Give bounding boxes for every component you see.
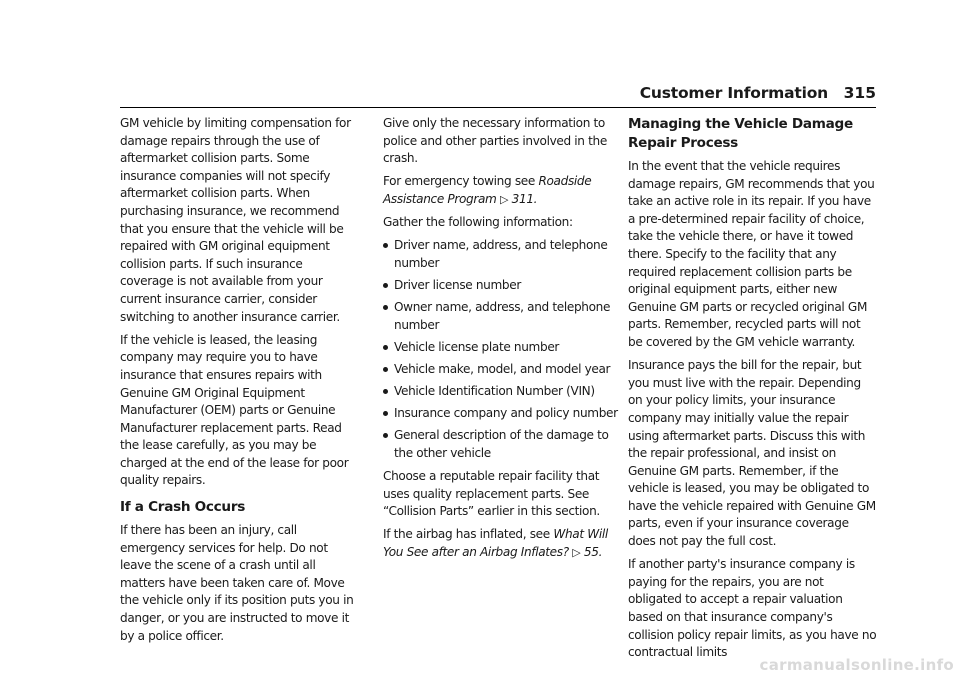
roadside-assistance-link[interactable]: Roadside Assistance Program	[383, 174, 592, 206]
list-item	[383, 361, 619, 379]
text: For emergency towing see	[383, 174, 539, 189]
section-heading-repair-process: Managing the Vehicle Damage Repair Process	[628, 116, 853, 151]
bullet-icon	[383, 433, 388, 438]
bullet-icon	[383, 283, 388, 288]
list-item-text: Driver name, address, and telephone number	[394, 238, 608, 270]
page-header	[0, 84, 960, 104]
bullet-icon	[383, 367, 388, 372]
bullet-icon	[383, 345, 388, 350]
column-3	[628, 115, 878, 667]
list-item-text: Driver license number	[394, 278, 521, 293]
paragraph: If another party's insurance company is paying for the repairs, you are not obligated to accept a repair valuation based on that insurance company's collision policy repair limits, as you have no contractual limits	[628, 557, 877, 660]
paragraph: GM vehicle by limiting compensation for damage repairs through the use of aftermarket collision parts. Some insurance companies will not specify aftermarket collision parts. When purchasing insurance, we recommend that you ensure that the vehicle will be repaired with GM original equipment collision parts. If such insurance coverage is not available from your current insurance carrier, consider switching to another insurance carrier.	[120, 116, 351, 324]
watermark: carmanualsonline.info	[759, 656, 954, 674]
paragraph-airbag	[383, 526, 619, 561]
paragraph: In the event that the vehicle requires damage repairs, GM recommends that you take an active role in its repair. If you have a pre-determined repair facility of choice, take the vehicle there, or have it towed there. Specify to the facility that any required replacement collision parts be original equipment parts, either new Genuine GM parts or recycled original GM parts. Remember, recycled parts will not be covered by the GM vehicle warranty.	[628, 159, 875, 349]
list-item-text: General description of the damage to the other vehicle	[394, 428, 609, 460]
paragraph: If the vehicle is leased, the leasing company may require you to have insurance that ensures repairs with Genuine GM Original Equipment Manufacturer (OEM) parts or Genuine Manufacturer replacement parts. Read the lease carefully, as you may be charged at the end of the lease for poor quality repairs.	[120, 332, 349, 488]
header-divider	[120, 107, 876, 108]
text: If the airbag has inflated, see	[383, 527, 554, 542]
list-item	[383, 299, 619, 334]
page-ref-number[interactable]: 311.	[511, 191, 538, 206]
bullet-icon	[383, 389, 388, 394]
page-number: 315	[843, 84, 876, 102]
list-item-text: Vehicle Identification Number (VIN)	[394, 384, 595, 398]
paragraph: If there has been an injury, call emergency services for help. Do not leave the scene of a crash until all matters have been taken care of. Move the vehicle only if its position puts you in danger, or you are instructed to move it by a police officer.	[120, 523, 354, 643]
paragraph: Gather the following information:	[383, 215, 573, 230]
paragraph-towing	[383, 173, 619, 208]
list-item	[383, 383, 619, 401]
bullet-icon	[383, 305, 388, 310]
airbag-inflates-link[interactable]: What Will You See after an Airbag Inflates?	[383, 527, 608, 559]
list-item	[383, 405, 619, 423]
list-item-text: Vehicle license plate number	[394, 339, 560, 354]
paragraph: Insurance pays the bill for the repair, but you must live with the repair. Depending on your policy limits, your insurance company may initially value the repair using aftermarket parts. Discuss this with the repair professional, and insist on Genuine GM parts. Remember, if the vehicle is leased, you may be obligated to have the vehicle repaired with Genuine GM parts, even if your insurance coverage does not pay the full cost.	[628, 358, 876, 549]
list-item-text: Vehicle make, model, and model year	[394, 361, 611, 376]
list-item-text: Insurance company and policy number	[394, 406, 618, 421]
list-item	[383, 237, 619, 272]
page-ref-icon: ▷	[572, 545, 581, 559]
bullet-icon	[383, 243, 388, 248]
page-ref-icon: ▷	[500, 192, 509, 206]
section-title: Customer Information	[639, 84, 828, 102]
paragraph: Give only the necessary information to police and other parties involved in the crash.	[383, 116, 607, 166]
column-1	[120, 115, 356, 651]
bullet-icon	[383, 411, 388, 416]
list-item	[383, 427, 619, 462]
paragraph: Choose a reputable repair facility that uses quality replacement parts. See “Collision Parts” earlier in this section.	[383, 468, 600, 519]
section-heading-crash: If a Crash Occurs	[120, 499, 246, 516]
page-ref-number[interactable]: 55.	[583, 544, 603, 559]
column-2	[383, 115, 619, 567]
list-item-text: Owner name, address, and telephone number	[394, 300, 611, 332]
list-item	[383, 339, 619, 357]
list-item	[383, 277, 619, 295]
info-bullet-list	[383, 237, 619, 462]
